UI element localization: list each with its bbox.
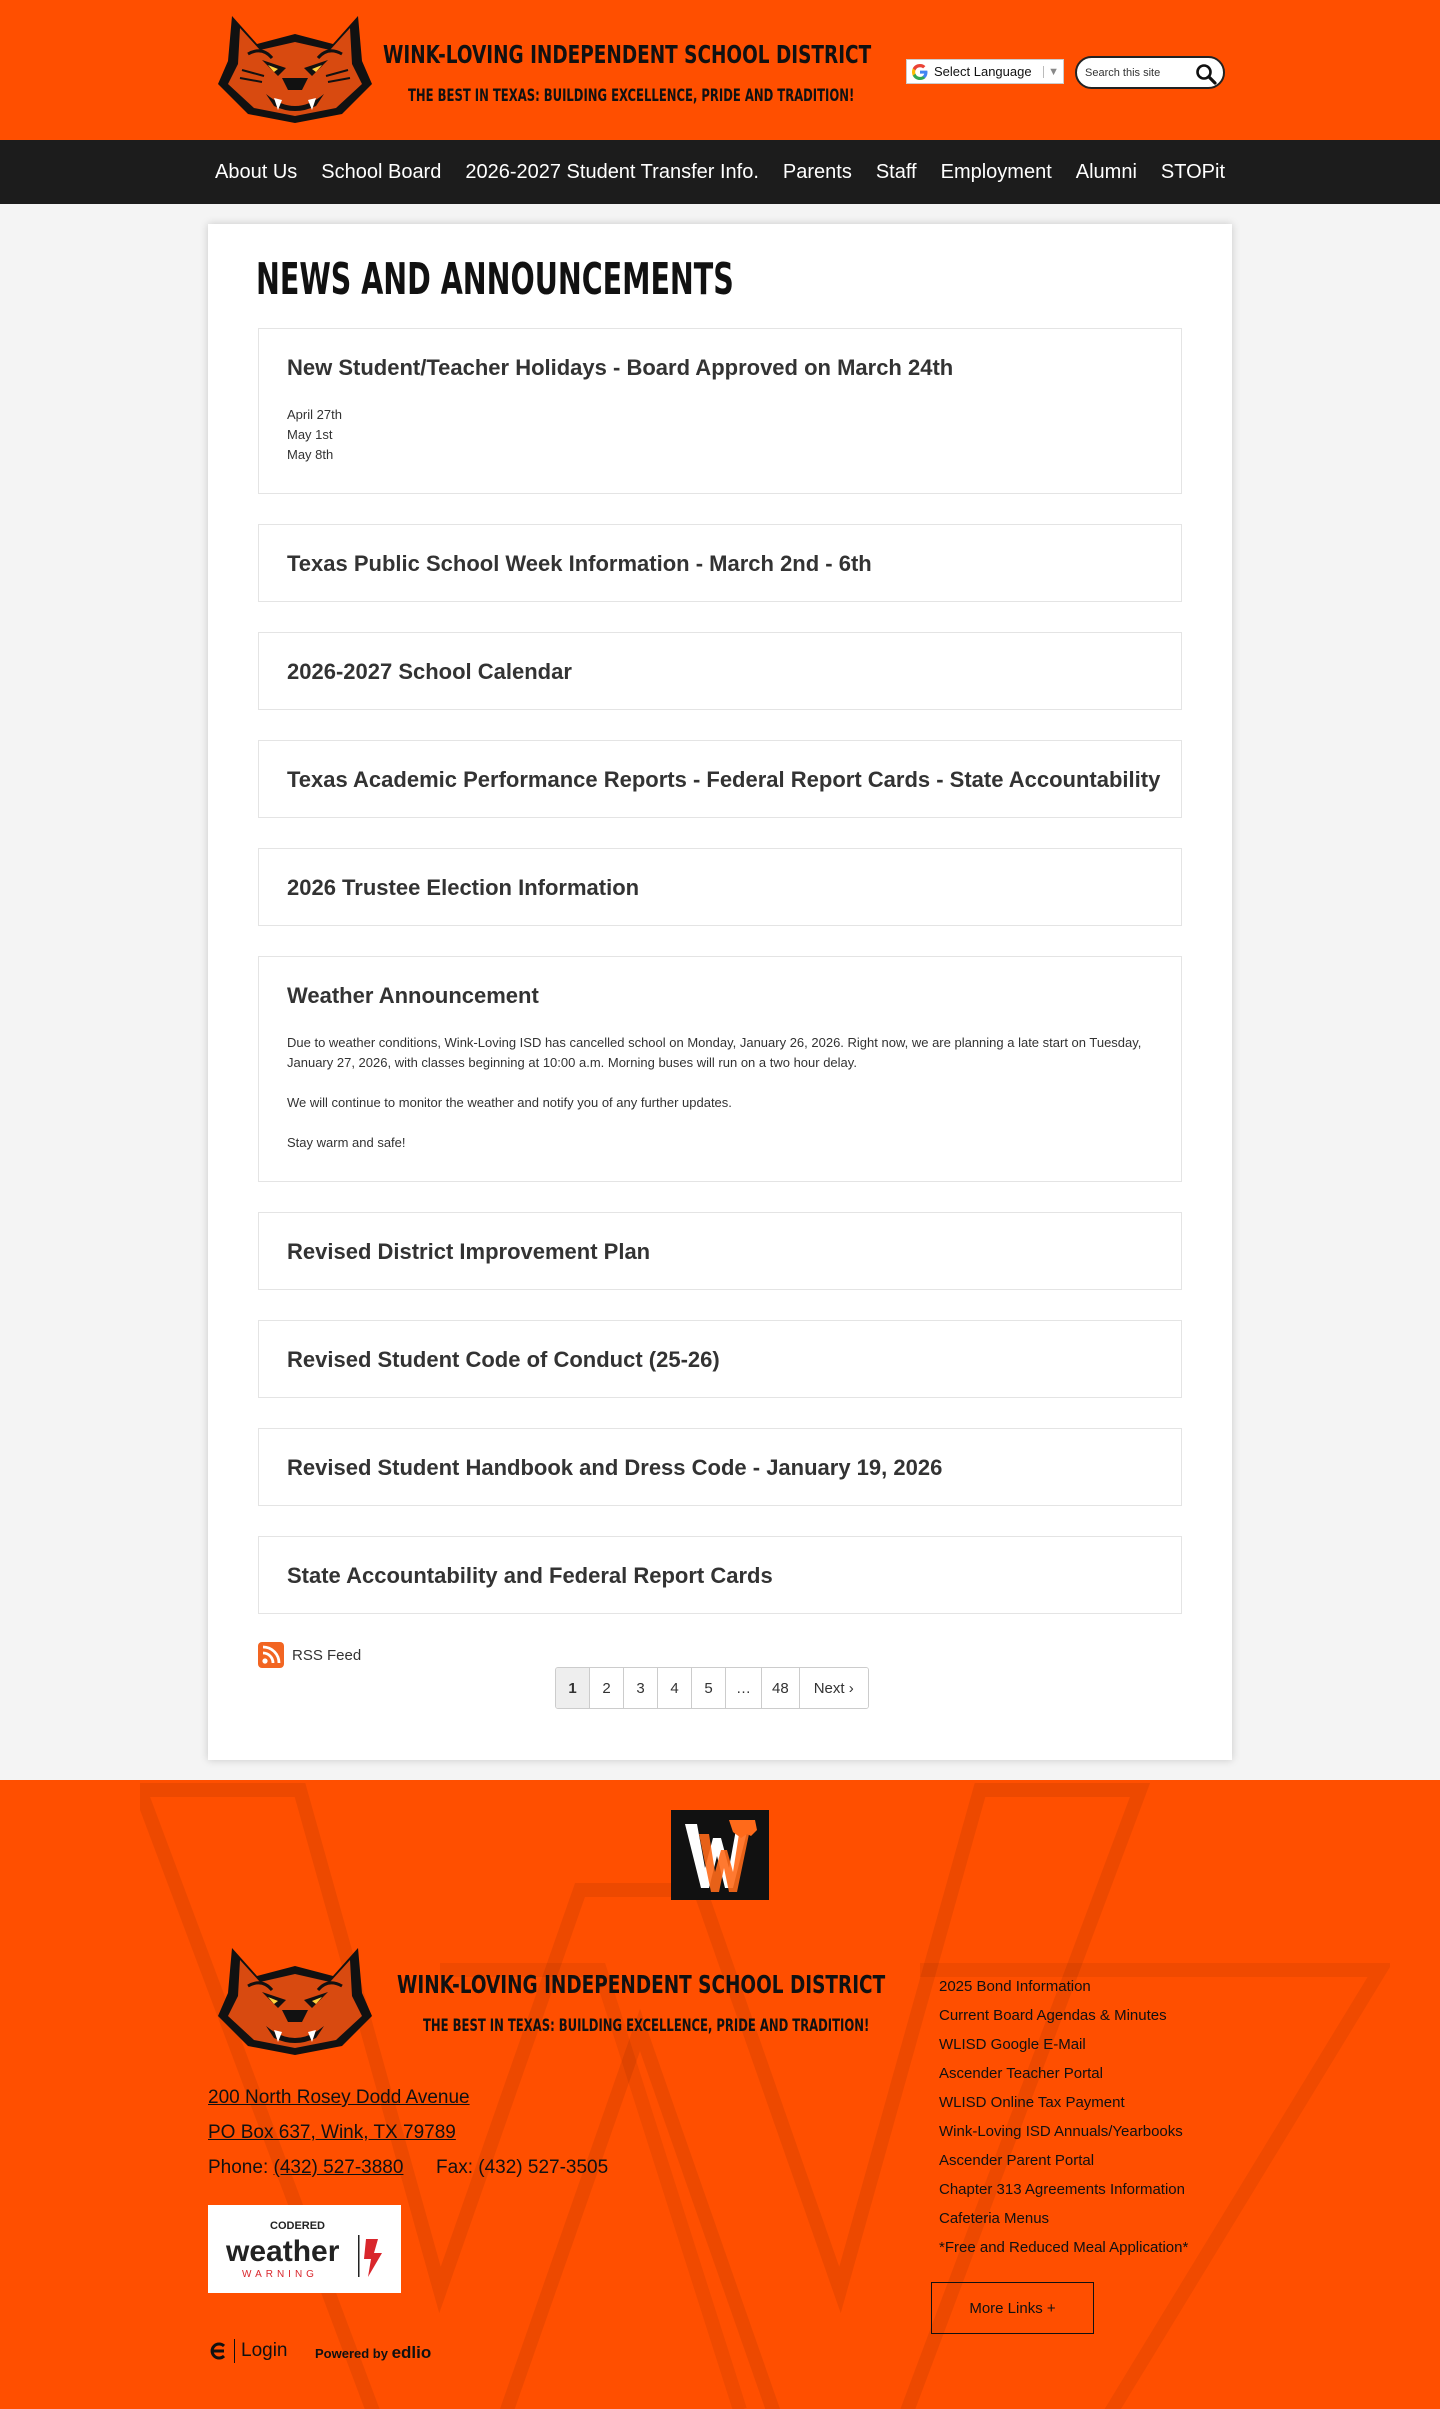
- footer-link[interactable]: Chapter 313 Agreements Information: [939, 2181, 1185, 2198]
- page-5-button[interactable]: 5: [692, 1668, 726, 1708]
- news-paragraph: We will continue to monitor the weather and notify you of any further updates.: [287, 1095, 732, 1110]
- page-48-button[interactable]: 48: [762, 1668, 800, 1708]
- news-line: May 8th: [287, 447, 334, 462]
- news-title[interactable]: 2026 Trustee Election Information: [287, 875, 640, 900]
- news-title[interactable]: 2026-2027 School Calendar: [287, 659, 572, 684]
- dropdown-arrow-icon: ▼: [1043, 66, 1059, 78]
- rss-feed-link[interactable]: [258, 1642, 361, 1668]
- search-input[interactable]: [1085, 67, 1195, 79]
- news-title[interactable]: Revised Student Handbook and Dress Code - January 19, 2026: [287, 1455, 943, 1480]
- district-name: WINK-LOVING INDEPENDENT SCHOOL DISTRICT: [383, 40, 872, 69]
- more-links-button[interactable]: More Links +: [931, 2282, 1094, 2334]
- footer-link[interactable]: Ascender Teacher Portal: [939, 2065, 1103, 2082]
- footer-wildcat-logo: [212, 1938, 378, 2056]
- nav-item-about-us[interactable]: About Us: [215, 160, 298, 183]
- address-link[interactable]: 200 North Rosey Dodd Avenue: [208, 2087, 470, 2108]
- edlio-brand: edlio: [391, 2343, 432, 2362]
- news-title[interactable]: Revised District Improvement Plan: [287, 1239, 651, 1264]
- footer-link[interactable]: Current Board Agendas & Minutes: [939, 2007, 1167, 2024]
- news-title[interactable]: New Student/Teacher Holidays - Board Approved on March 24th: [287, 355, 954, 380]
- contact-line: [208, 2157, 608, 2179]
- news-item[interactable]: [258, 740, 1182, 818]
- news-item[interactable]: [258, 848, 1182, 926]
- footer-link[interactable]: WLISD Online Tax Payment: [939, 2094, 1125, 2111]
- news-body: [287, 405, 1157, 465]
- page-ellipsis: …: [726, 1668, 762, 1708]
- footer-link[interactable]: Ascender Parent Portal: [939, 2152, 1095, 2169]
- page-4-button[interactable]: 4: [658, 1668, 692, 1708]
- ww-logo: [671, 1810, 769, 1900]
- page-1-button[interactable]: 1: [556, 1668, 590, 1708]
- pagination: [555, 1667, 869, 1709]
- edlio-icon: [208, 2340, 228, 2362]
- site-header: [0, 0, 1440, 140]
- footer-district-name: WINK-LOVING INDEPENDENT SCHOOL DISTRICT: [397, 1970, 886, 1999]
- fax-text: Fax: (432) 527-3505: [436, 2157, 609, 2178]
- codered-brand: CODERED: [270, 2220, 326, 2232]
- rss-icon: [258, 1642, 284, 1668]
- news-item[interactable]: [258, 632, 1182, 710]
- powered-by[interactable]: [315, 2343, 431, 2363]
- language-select-label: Select Language: [934, 64, 1032, 79]
- nav-item-school-board[interactable]: School Board: [321, 160, 442, 183]
- news-item[interactable]: [258, 1212, 1182, 1290]
- page-2-button[interactable]: 2: [590, 1668, 624, 1708]
- news-title[interactable]: Revised Student Code of Conduct (25-26): [287, 1347, 720, 1372]
- news-item[interactable]: [258, 1428, 1182, 1506]
- footer-link[interactable]: 2025 Bond Information: [939, 1978, 1091, 1995]
- news-title[interactable]: State Accountability and Federal Report Cards: [287, 1563, 773, 1588]
- next-page-button[interactable]: Next ›: [800, 1668, 868, 1708]
- login-link[interactable]: [208, 2339, 288, 2363]
- codered-weather-badge[interactable]: [208, 2205, 401, 2293]
- nav-item-staff[interactable]: Staff: [875, 160, 917, 183]
- address-line-2[interactable]: [208, 2122, 456, 2144]
- footer-link[interactable]: *Free and Reduced Meal Application*: [939, 2239, 1189, 2256]
- google-icon: [911, 63, 929, 81]
- phone-label: Phone:: [208, 2157, 269, 2178]
- main-nav: [0, 140, 1440, 204]
- weather-word: weather: [226, 2235, 340, 2268]
- page-3-button[interactable]: 3: [624, 1668, 658, 1708]
- search-icon[interactable]: [1195, 63, 1217, 85]
- warning-word: WARNING: [242, 2269, 318, 2280]
- news-title[interactable]: Texas Public School Week Information - March 2nd - 6th: [287, 551, 872, 576]
- login-label[interactable]: Login: [241, 2340, 288, 2361]
- site-footer: [0, 1780, 1440, 2409]
- nav-item-employment[interactable]: Employment: [940, 160, 1052, 183]
- page-title: NEWS AND ANNOUNCEMENTS: [256, 254, 734, 305]
- phone-link[interactable]: (432) 527-3880: [273, 2157, 404, 2178]
- district-tagline: THE BEST IN TEXAS: BUILDING EXCELLENCE, PRIDE AND TRADITION!: [408, 86, 855, 106]
- news-item[interactable]: [258, 328, 1182, 494]
- news-line: May 1st: [287, 427, 333, 442]
- footer-link[interactable]: Wink-Loving ISD Annuals/Yearbooks: [939, 2123, 1183, 2140]
- news-title[interactable]: Weather Announcement: [287, 983, 539, 1008]
- search-box: [1075, 56, 1225, 89]
- footer-link[interactable]: WLISD Google E-Mail: [939, 2036, 1086, 2053]
- news-card: [208, 224, 1232, 1760]
- news-item[interactable]: [258, 956, 1182, 1182]
- news-title[interactable]: Texas Academic Performance Reports - Federal Report Cards - State Accountability: [287, 767, 1161, 792]
- nav-item-alumni[interactable]: Alumni: [1075, 160, 1137, 183]
- footer-quick-links: [939, 1972, 1188, 2262]
- news-paragraph: Due to weather conditions, Wink-Loving ISD has cancelled school on Monday, January 26, 2026. Right now, we are planning a late start on Tuesday, January 27, 2026, with classes beginning at 10:00 a.m. Morning buses will run on a two hour delay.: [287, 1035, 1142, 1070]
- footer-tagline: THE BEST IN TEXAS: BUILDING EXCELLENCE, PRIDE AND TRADITION!: [423, 2016, 870, 2036]
- address-line-1[interactable]: [208, 2087, 470, 2109]
- po-box-link[interactable]: PO Box 637, Wink, TX 79789: [208, 2122, 456, 2143]
- wildcat-logo[interactable]: [212, 6, 378, 124]
- nav-item-parents[interactable]: Parents: [782, 160, 852, 183]
- login-divider: [234, 2339, 235, 2363]
- news-body: [287, 1033, 1157, 1173]
- news-item[interactable]: [258, 524, 1182, 602]
- news-paragraph: Stay warm and safe!: [287, 1135, 406, 1150]
- nav-item-student-transfer[interactable]: 2026-2027 Student Transfer Info.: [465, 160, 759, 183]
- powered-label: Powered by: [315, 2346, 388, 2361]
- news-item[interactable]: [258, 1536, 1182, 1614]
- news-line: April 27th: [287, 407, 342, 422]
- rss-feed-label: RSS Feed: [292, 1646, 362, 1664]
- news-item[interactable]: [258, 1320, 1182, 1398]
- footer-link[interactable]: Cafeteria Menus: [939, 2210, 1050, 2227]
- language-select[interactable]: [906, 59, 1064, 84]
- nav-item-stopit[interactable]: STOPit: [1160, 160, 1225, 183]
